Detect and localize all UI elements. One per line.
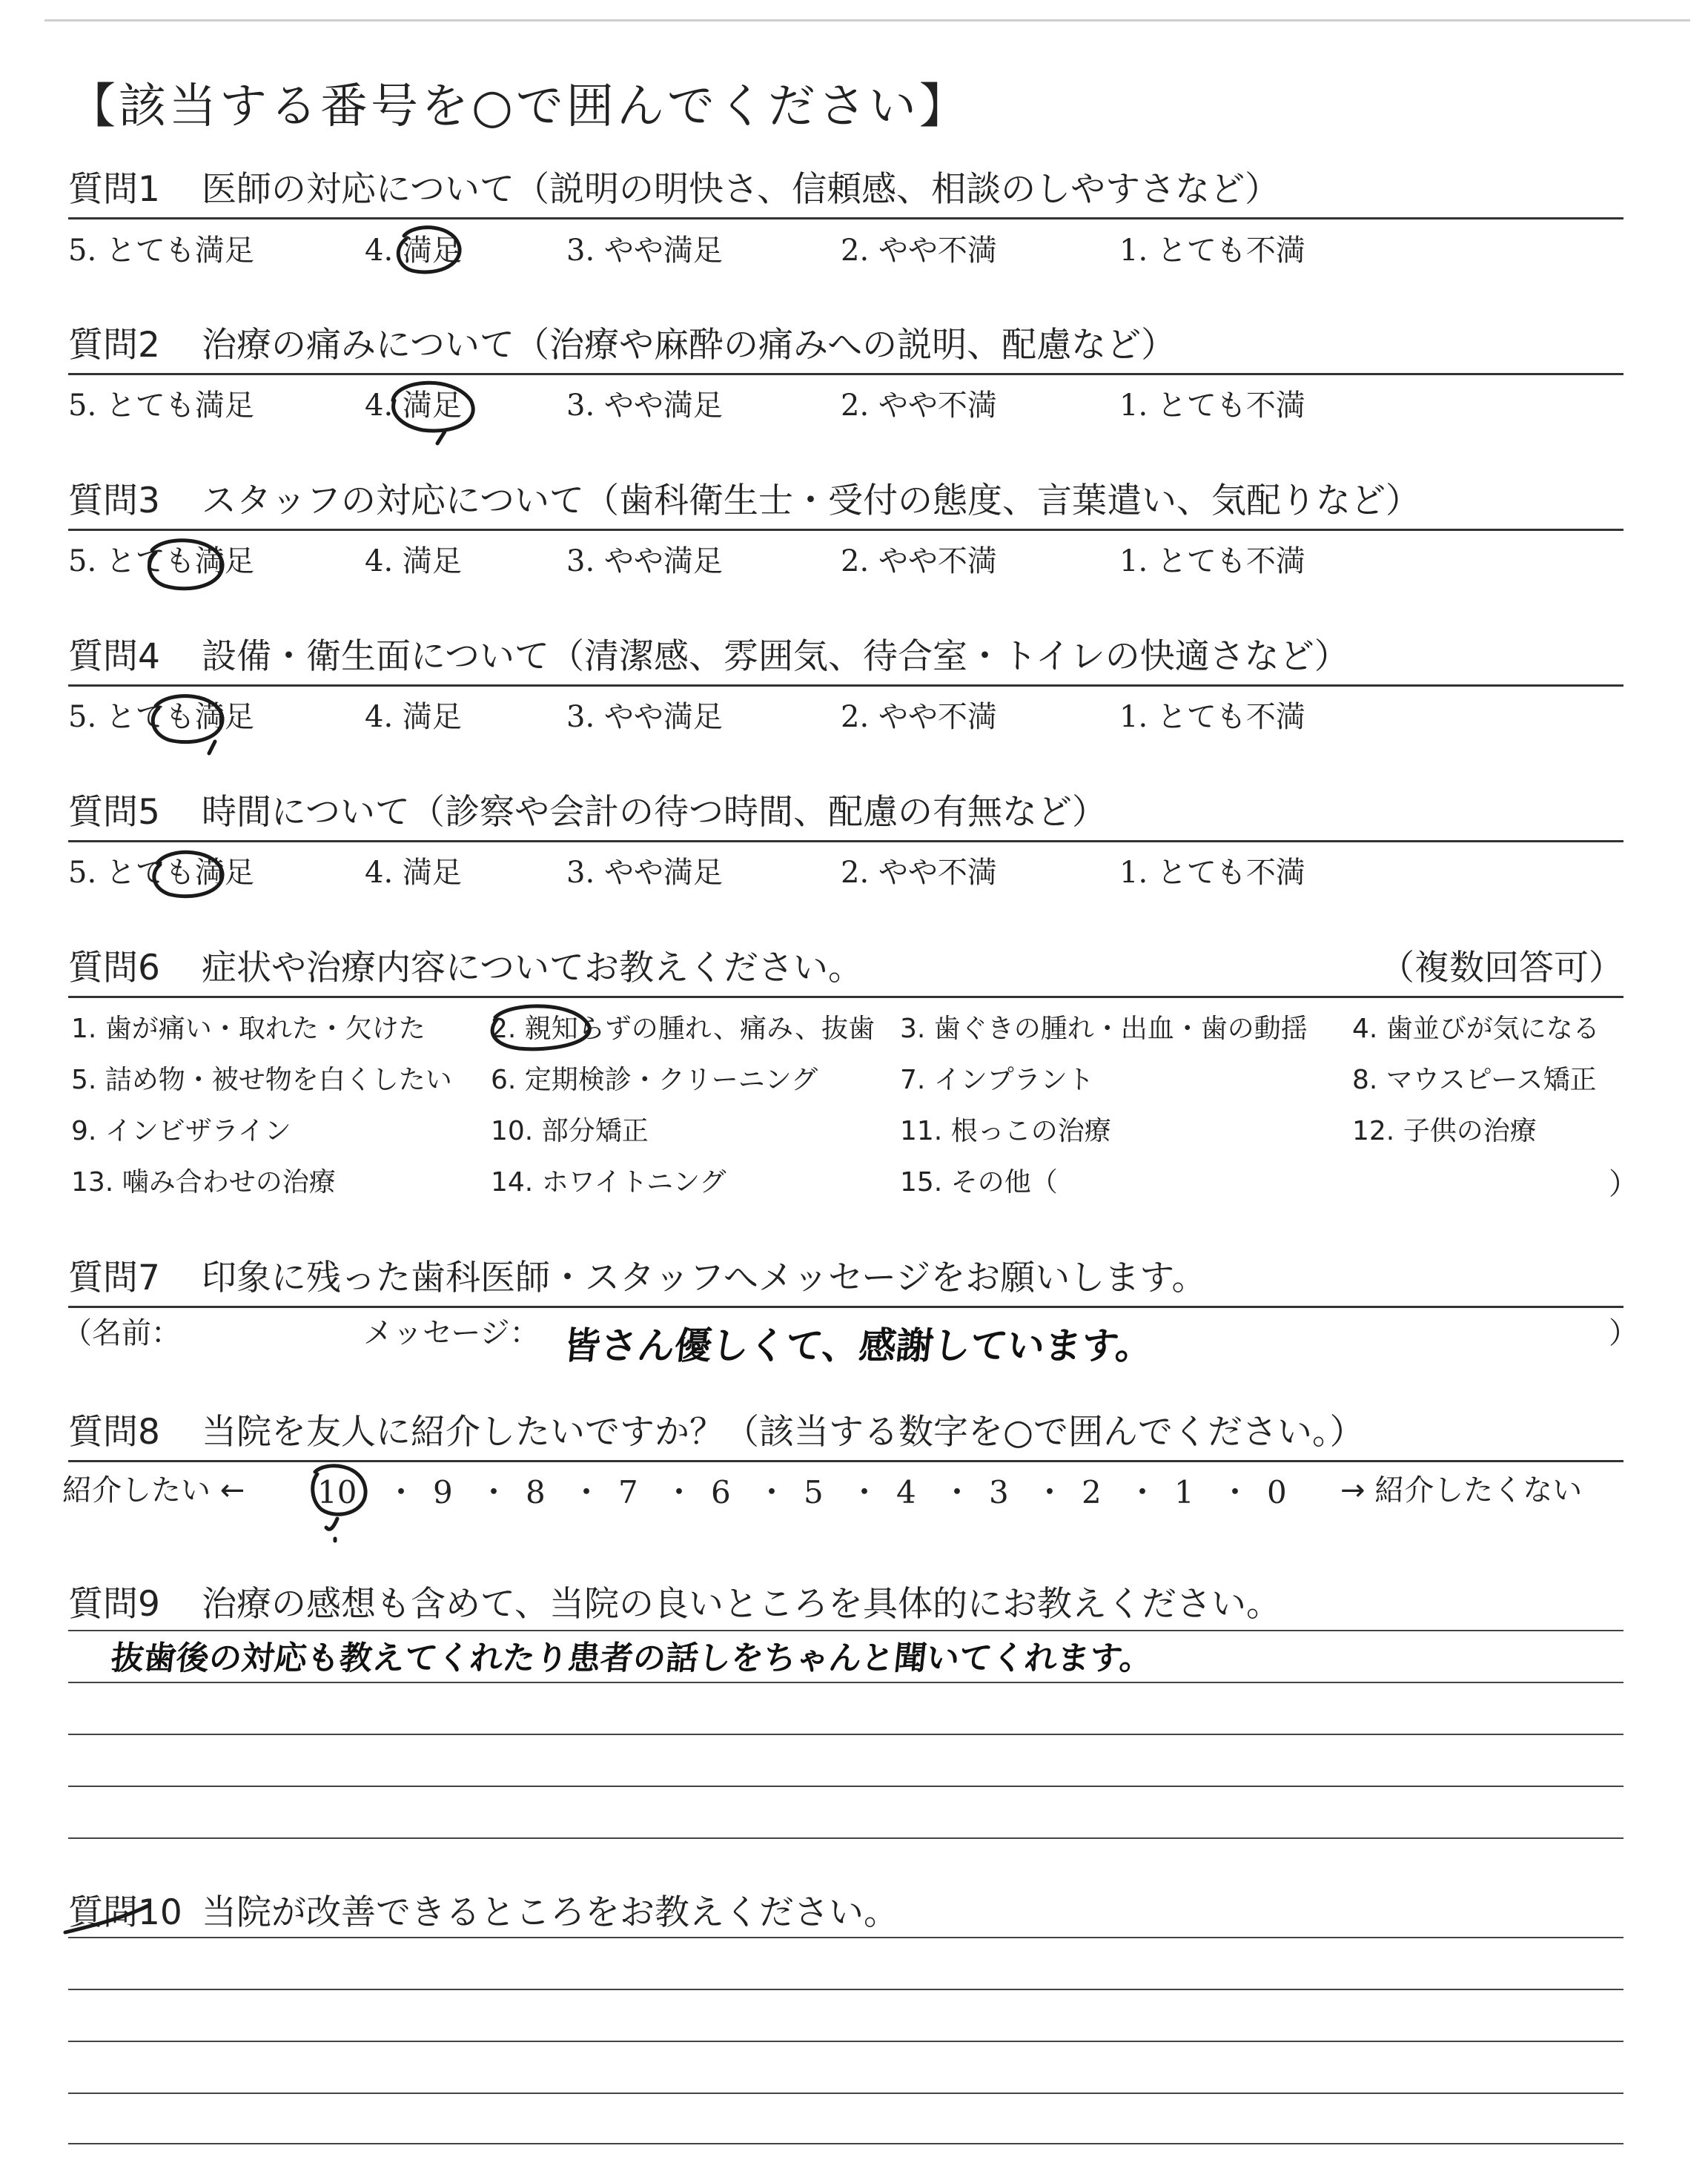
q6-option-12[interactable]: 12. 子供の治療 — [1352, 1116, 1537, 1146]
q4-option-2[interactable]: 2. やや不満 — [841, 700, 997, 734]
q3-option-2[interactable]: 2. やや不満 — [841, 544, 997, 578]
q8-left-label: 紹介したい ← — [62, 1473, 245, 1507]
q10-answer-line — [68, 2093, 1623, 2094]
q4-option-5[interactable]: 5. とても満足 — [68, 700, 254, 734]
q6-option-11[interactable]: 11. 根っこの治療 — [900, 1116, 1111, 1146]
q6-option-9[interactable]: 9. インビザライン — [71, 1116, 291, 1146]
question-6-note: （複数回答可） — [1380, 948, 1623, 988]
q4-option-1[interactable]: 1. とても不満 — [1119, 700, 1305, 734]
q5-option-2[interactable]: 2. やや不満 — [841, 856, 997, 890]
question-7 — [68, 1258, 1623, 1298]
question-1-number: 質問1 — [68, 169, 160, 210]
question-4 — [68, 636, 1623, 677]
q8-scale-2[interactable]: 2 — [1082, 1474, 1102, 1510]
top-border — [44, 19, 1690, 22]
q1-option-5[interactable]: 5. とても満足 — [68, 234, 254, 268]
q6-option-5[interactable]: 5. 詰め物・被せ物を白くしたい — [71, 1065, 452, 1095]
question-9-number: 質問9 — [68, 1584, 160, 1625]
q5-option-4[interactable]: 4. 満足 — [365, 856, 462, 890]
q2-option-3[interactable]: 3. やや満足 — [566, 389, 723, 423]
question-2 — [68, 325, 1623, 366]
question-8-rule — [68, 1460, 1623, 1462]
q2-option-5[interactable]: 5. とても満足 — [68, 389, 254, 423]
q8-scale-7[interactable]: 7 — [618, 1474, 638, 1510]
q5-option-5[interactable]: 5. とても満足 — [68, 856, 254, 890]
q2-option-1[interactable]: 1. とても不満 — [1119, 389, 1305, 423]
q10-answer-line — [68, 1937, 1623, 1938]
q6-option-1[interactable]: 1. 歯が痛い・取れた・欠けた — [71, 1014, 426, 1044]
q9-answer-line — [68, 1837, 1623, 1839]
q5-option-1[interactable]: 1. とても不満 — [1119, 856, 1305, 890]
q6-option-14[interactable]: 14. ホワイトニング — [491, 1167, 726, 1198]
question-7-rule — [68, 1306, 1623, 1308]
question-2-text: 治療の痛みについて（治療や麻酔の痛みへの説明、配慮など） — [202, 325, 1176, 366]
q8-scale-5[interactable]: 5 — [804, 1474, 824, 1510]
question-1-rule — [68, 217, 1623, 219]
q7-handwritten-message: 皆さん優しくて、感謝しています。 — [560, 1324, 1156, 1367]
q8-sep: ・ — [385, 1474, 417, 1510]
question-8 — [68, 1412, 1623, 1453]
q5-option-3[interactable]: 3. やや満足 — [566, 856, 723, 890]
q8-sep: ・ — [756, 1474, 788, 1510]
question-7-number: 質問7 — [68, 1258, 160, 1298]
question-3 — [68, 480, 1623, 521]
q9-answer-line — [68, 1734, 1623, 1735]
question-7-text: 印象に残った歯科医師・スタッフへメッセージをお願いします。 — [202, 1258, 1207, 1298]
q6-option-6[interactable]: 6. 定期検診・クリーニング — [491, 1065, 818, 1095]
question-1 — [68, 169, 1623, 210]
q8-sep: ・ — [849, 1474, 881, 1510]
q8-sep: ・ — [663, 1474, 695, 1510]
q9-answer-line — [68, 1630, 1623, 1631]
q8-sep: ・ — [941, 1474, 973, 1510]
q10-answer-line — [68, 2143, 1623, 2144]
q8-scale-9[interactable]: 9 — [433, 1474, 453, 1510]
question-5 — [68, 792, 1623, 833]
question-9-text: 治療の感想も含めて、当院の良いところを具体的にお教えください。 — [202, 1584, 1282, 1625]
q6-option-7[interactable]: 7. インプラント — [900, 1065, 1094, 1095]
q8-scale-4[interactable]: 4 — [896, 1474, 916, 1510]
q2-option-4[interactable]: 4. 満足 — [365, 389, 462, 423]
question-6-number: 質問6 — [68, 948, 160, 988]
q6-option-13[interactable]: 13. 噛み合わせの治療 — [71, 1167, 336, 1198]
q3-option-5[interactable]: 5. とても満足 — [68, 544, 254, 578]
question-10-number: 質問10 — [68, 1892, 182, 1933]
q3-option-4[interactable]: 4. 満足 — [365, 544, 462, 578]
question-5-text: 時間について（診察や会計の待つ時間、配慮の有無など） — [202, 792, 1108, 833]
q1-option-3[interactable]: 3. やや満足 — [566, 234, 723, 268]
question-1-text: 医師の対応について（説明の明快さ、信頼感、相談のしやすさなど） — [202, 169, 1280, 210]
question-10-text: 当院が改善できるところをお教えください。 — [202, 1892, 898, 1933]
q10-answer-line — [68, 1989, 1623, 1990]
q6-other-close-paren: ） — [1609, 1167, 1638, 1201]
q8-sep: ・ — [478, 1474, 510, 1510]
q7-close-paren: ） — [1609, 1316, 1638, 1350]
q8-sep: ・ — [571, 1474, 603, 1510]
q9-answer-line — [68, 1682, 1623, 1683]
page-heading: 【該当する番号を○で囲んでください】 — [68, 79, 970, 134]
question-8-number: 質問8 — [68, 1412, 160, 1453]
q2-option-2[interactable]: 2. やや不満 — [841, 389, 997, 423]
q7-message-label: メッセージ： — [363, 1316, 540, 1350]
q3-option-3[interactable]: 3. やや満足 — [566, 544, 723, 578]
question-5-number: 質問5 — [68, 792, 160, 833]
q7-name-label: （名前： — [62, 1316, 181, 1350]
q8-scale-0[interactable]: 0 — [1267, 1474, 1287, 1510]
q6-option-4[interactable]: 4. 歯並びが気になる — [1352, 1014, 1600, 1044]
q8-scale-6[interactable]: 6 — [711, 1474, 731, 1510]
question-6-rule — [68, 996, 1623, 998]
q8-scale-1[interactable]: 1 — [1174, 1474, 1194, 1510]
q1-option-4[interactable]: 4. 満足 — [365, 234, 462, 268]
question-4-rule — [68, 684, 1623, 687]
q6-option-15[interactable]: 15. その他（ — [900, 1167, 1058, 1198]
q4-option-4[interactable]: 4. 満足 — [365, 700, 462, 734]
q8-sep: ・ — [1219, 1474, 1251, 1510]
question-8-text: 当院を友人に紹介したいですか？（該当する数字を○で囲んでください。） — [202, 1412, 1365, 1453]
q3-option-1[interactable]: 1. とても不満 — [1119, 544, 1305, 578]
question-5-rule — [68, 840, 1623, 842]
q6-option-3[interactable]: 3. 歯ぐきの腫れ・出血・歯の動揺 — [900, 1014, 1308, 1044]
question-9 — [68, 1584, 1623, 1625]
q8-scale-8[interactable]: 8 — [526, 1474, 546, 1510]
q1-option-2[interactable]: 2. やや不満 — [841, 234, 997, 268]
q1-option-1[interactable]: 1. とても不満 — [1119, 234, 1305, 268]
q6-option-2[interactable]: 2. 親知らずの腫れ、痛み、抜歯 — [491, 1014, 875, 1044]
question-3-text: スタッフの対応について（歯科衛生士・受付の態度、言葉遣い、気配りなど） — [202, 480, 1421, 521]
q9-handwritten-answer: 抜歯後の対応も教えてくれたり患者の話しをちゃんと聞いてくれます。 — [109, 1639, 1155, 1677]
question-3-number: 質問3 — [68, 480, 160, 521]
question-4-text: 設備・衛生面について（清潔感、雰囲気、待合室・トイレの快適さなど） — [202, 636, 1349, 677]
q9-answer-line — [68, 1786, 1623, 1787]
q8-sep: ・ — [1034, 1474, 1066, 1510]
question-4-number: 質問4 — [68, 636, 160, 677]
question-6-text: 症状や治療内容についてお教えください。 — [202, 948, 864, 988]
q8-scale-10[interactable]: 10 — [317, 1474, 357, 1510]
q8-scale-3[interactable]: 3 — [989, 1474, 1009, 1510]
q10-answer-line — [68, 2041, 1623, 2042]
question-10 — [68, 1892, 1623, 1933]
q6-option-10[interactable]: 10. 部分矯正 — [491, 1116, 649, 1146]
q6-option-8[interactable]: 8. マウスピース矯正 — [1352, 1065, 1597, 1095]
question-2-rule — [68, 373, 1623, 375]
q8-right-label: → 紹介したくない — [1340, 1473, 1583, 1507]
question-3-rule — [68, 529, 1623, 531]
q8-sep: ・ — [1127, 1474, 1159, 1510]
question-2-number: 質問2 — [68, 325, 160, 366]
q4-option-3[interactable]: 3. やや満足 — [566, 700, 723, 734]
